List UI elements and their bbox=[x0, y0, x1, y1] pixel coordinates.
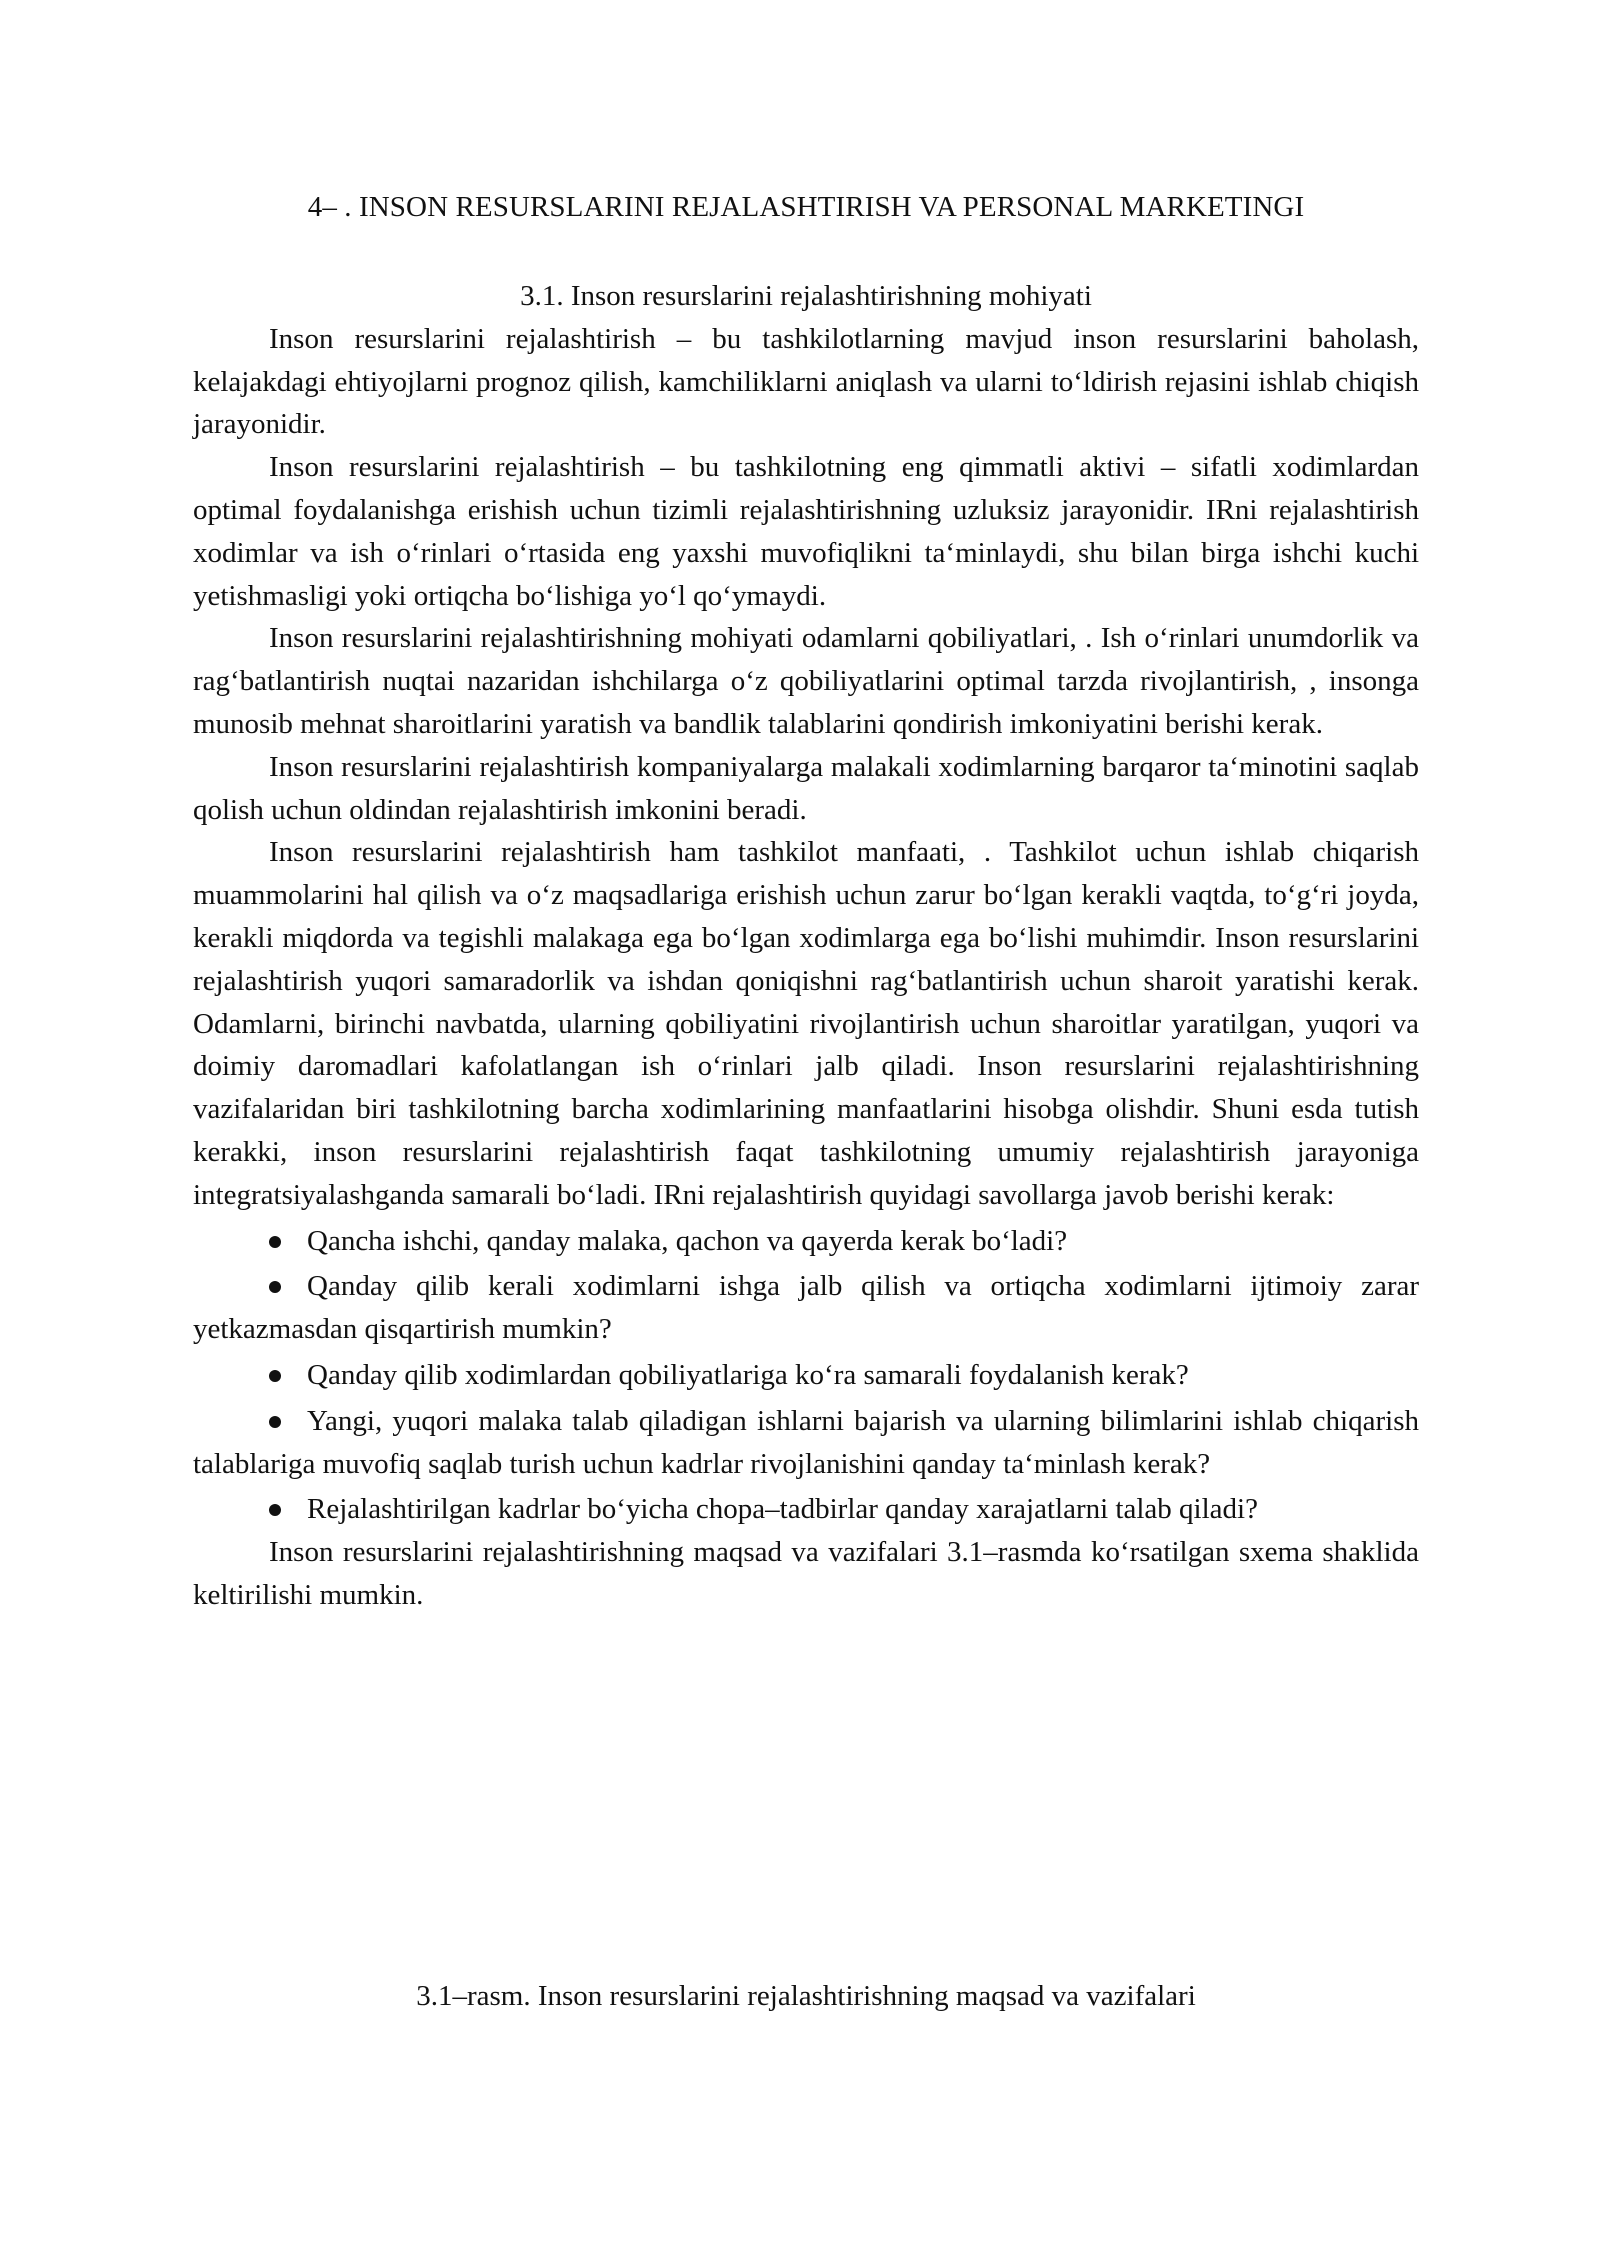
bullet-icon bbox=[269, 1504, 281, 1516]
bullet-icon bbox=[269, 1236, 281, 1248]
bullet-icon bbox=[269, 1416, 281, 1428]
paragraph-continuous-process: Inson resurslarini rejalashtirish – bu tashkilotning eng qimmatli aktivi – sifatli xodimlardan optimal foydalanishga erishish uchun tizimli rejalashtirishning uzluksiz jarayonidir. IRni rejalashtirish xodimlar va ish o‘rinlari o‘rtasida eng yaxshi muvofiqlikni ta‘minlaydi, shu bilan birga ishchi kuchi yetishmasligi yoki ortiqcha bo‘lishiga yo‘l qo‘ymaydi. bbox=[193, 451, 1419, 612]
list-item bbox=[193, 1217, 1419, 1263]
list-item-text: Qanday qilib xodimlardan qobiliyatlariga ko‘ra samarali foydalanish kerak? bbox=[307, 1358, 1189, 1391]
list-item-text: Rejalashtirilgan kadrlar bo‘yicha chopa–tadbirlar qanday xarajatlarni talab qiladi? bbox=[307, 1493, 1258, 1526]
figure-caption: 3.1–rasm. Inson resurslarini rejalashtirishning maqsad va vazifalari bbox=[416, 1980, 1196, 2012]
list-item-text: Qancha ishchi, qanday malaka, qachon va qayerda kerak bo‘ladi? bbox=[307, 1224, 1068, 1257]
paragraph-closing: Inson resurslarini rejalashtirishning maqsad va vazifalari 3.1–rasmda ko‘rsatilgan sxema shaklida keltirilishi mumkin. bbox=[193, 1536, 1419, 1611]
bullet-icon bbox=[269, 1370, 281, 1382]
question-list bbox=[193, 1217, 1419, 1532]
list-item bbox=[193, 1485, 1419, 1531]
paragraph-definition: Inson resurslarini rejalashtirish – bu tashkilotlarning mavjud inson resurslarini baholash, kelajakdagi ehtiyojlarni prognoz qilish, kamchiliklarni aniqlash va ularni to‘ldirish rejasini ishlab chiqish jarayonidir. bbox=[193, 322, 1419, 441]
list-item bbox=[193, 1262, 1419, 1351]
chapter-title: 4– . INSON RESURSLARINI REJALASHTIRISH VA PERSONAL MARKETINGI bbox=[307, 191, 1305, 223]
section-title: 3.1. Inson resurslarini rejalashtirishning mohiyati bbox=[520, 280, 1092, 312]
list-item-text: Yangi, yuqori malaka talab qiladigan ishlarni bajarish va ularning bilimlarini ishlab chiqarish talablariga muvofiq saqlab turish uchun kadrlar rivojlanishini qanday ta‘minlash kerak? bbox=[193, 1404, 1419, 1480]
bullet-icon bbox=[269, 1281, 281, 1293]
paragraph-organization-interest: Inson resurslarini rejalashtirish ham tashkilot manfaati, . Tashkilot uchun ishlab chiqarish muammolarini hal qilish va o‘z maqsadlariga erishish uchun zarur bo‘lgan kerakli vaqtda, to‘g‘ri joyda, kerakli miqdorda va tegishli malakaga ega bo‘lgan xodimlarga ega bo‘lishi muhimdir. Inson resurslarini rejalashtirish yuqori samaradorlik va ishdan qoniqishni rag‘batlantirish uchun sharoit yaratishi kerak. Odamlarni, birinchi navbatda, ularning qobiliyatini rivojlantirish uchun sharoitlar yaratilgan, yuqori va doimiy daromadlari kafolatlangan ish o‘rinlari jalb qiladi. Inson resurslarini rejalashtirishning vazifalaridan biri tashkilotning barcha xodimlarining manfaatlarini hisobga olishdir. Shuni esda tutish kerakki, inson resurslarini rejalashtirish faqat tashkilotning umumiy rejalashtirish jarayoniga integratsiyalashganda samarali bo‘ladi. IRni rejalashtirish quyidagi savollarga javob berishi kerak: bbox=[193, 836, 1419, 1211]
list-item bbox=[193, 1397, 1419, 1486]
document-body bbox=[193, 186, 1419, 1617]
list-item bbox=[193, 1351, 1419, 1397]
paragraph-essence: Inson resurslarini rejalashtirishning mohiyati odamlarni qobiliyatlari, . Ish o‘rinlari unumdorlik va rag‘batlantirish nuqtai nazaridan ishchilarga o‘z qobiliyatlarini optimal tarzda rivojlantirish, , insonga munosib mehnat sharoitlarini yaratish va bandlik talablarini qondirish imkoniyatini berishi kerak. bbox=[193, 622, 1419, 740]
list-item-text: Qanday qilib kerali xodimlarni ishga jalb qilish va ortiqcha xodimlarni ijtimoiy zarar yetkazmasdan qisqartirish mumkin? bbox=[193, 1270, 1419, 1346]
paragraph-advance-planning: Inson resurslarini rejalashtirish kompaniyalarga malakali xodimlarning barqaror ta‘minotini saqlab qolish uchun oldindan rejalashtirish imkonini beradi. bbox=[193, 750, 1419, 826]
